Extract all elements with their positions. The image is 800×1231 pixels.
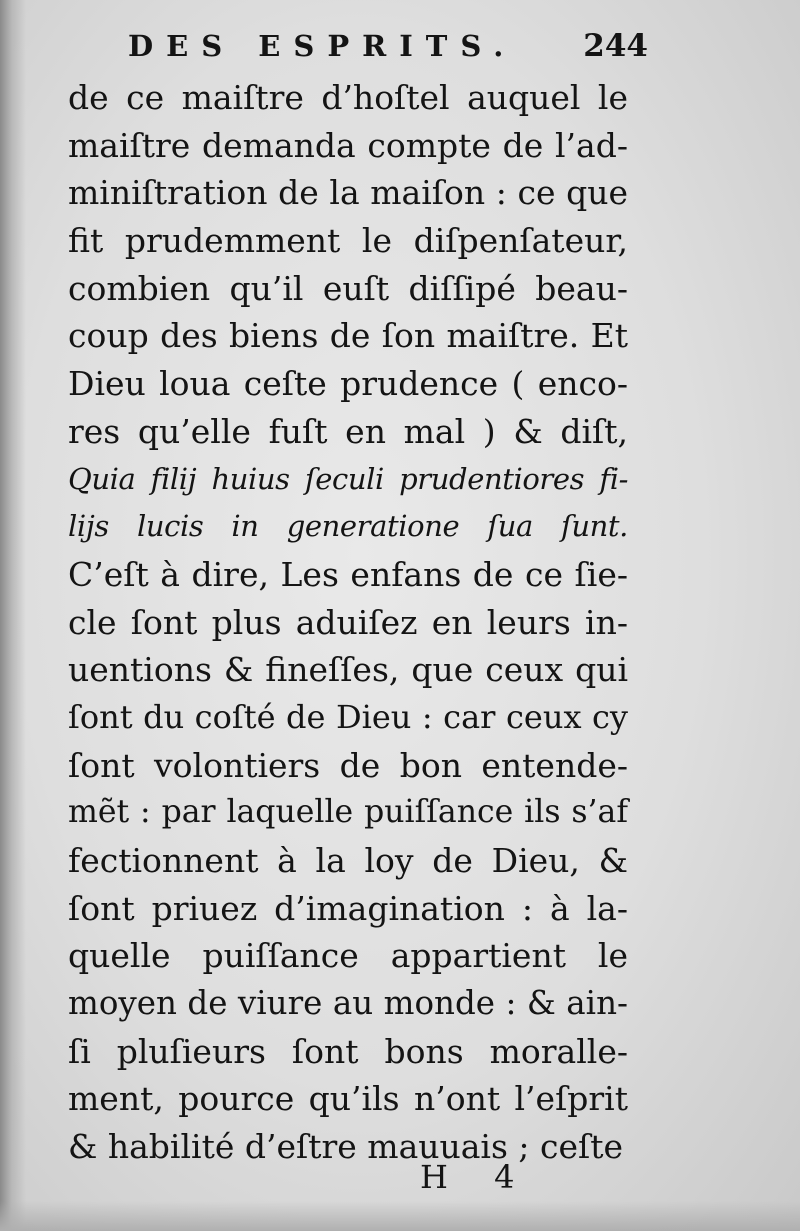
text-line: ſont du coſté de Dieu : car ceux cy [68, 697, 628, 736]
text-line: Dieu loua ceſte prudence ( enco- [68, 364, 628, 404]
text-line: ment, pource qu’ils n’ont l’eſprit [68, 1079, 628, 1119]
text-line: miniſtration de la maiſon : ce que [68, 173, 628, 213]
text-line: fectionnent à la loy de Dieu, & [68, 841, 628, 880]
latin-quotation-line: lijs lucis in generatione ſua ſunt. [68, 509, 628, 544]
text-line: ſont priuez d’imagination : à la- [68, 888, 628, 928]
body-text [68, 74, 628, 1171]
text-line: combien qu’il euſt diſſipé beau- [68, 268, 628, 308]
text-line: maiſtre demanda compte de l’ad- [68, 125, 628, 165]
text-line: moyen de viure au monde : & ain- [68, 984, 628, 1023]
page-bottom-shadow [0, 1201, 800, 1231]
text-line: cle ſont plus aduiſez en leurs in- [68, 602, 628, 642]
text-line: C’eſt à dire, Les enfans de ce ſie- [68, 554, 628, 594]
latin-quotation-line: Quia filij huius ſeculi prudentiores fi- [68, 461, 628, 496]
text-line: res qu’elle fuſt en mal ) & diſt, [68, 411, 628, 451]
text-line: ſont volontiers de bon entende- [68, 745, 628, 785]
text-line: uentions & fineſſes, que ceux qui [68, 650, 628, 690]
running-title: DES ESPRITS. [128, 29, 517, 63]
page-header [128, 26, 648, 66]
text-line: de ce maiſtre d’hoſtel auquel le [68, 78, 628, 117]
text-line: coup des biens de ſon maiſtre. Et [68, 316, 628, 356]
text-line: fit prudemment le diſpenſateur, [68, 221, 628, 261]
page-number: 244 [583, 28, 648, 64]
text-line: mẽt : par laquelle puiſſance ils s’af [68, 794, 628, 831]
text-line: ſi pluſieurs ſont bons moralle- [68, 1031, 628, 1071]
text-line: quelle puiſſance appartient le [68, 936, 628, 976]
text-line: & habilité d’eſtre mauuais ; ceſte [68, 1127, 624, 1167]
signature-mark: H 4 [420, 1158, 533, 1196]
page-gutter-shadow [0, 0, 26, 1231]
